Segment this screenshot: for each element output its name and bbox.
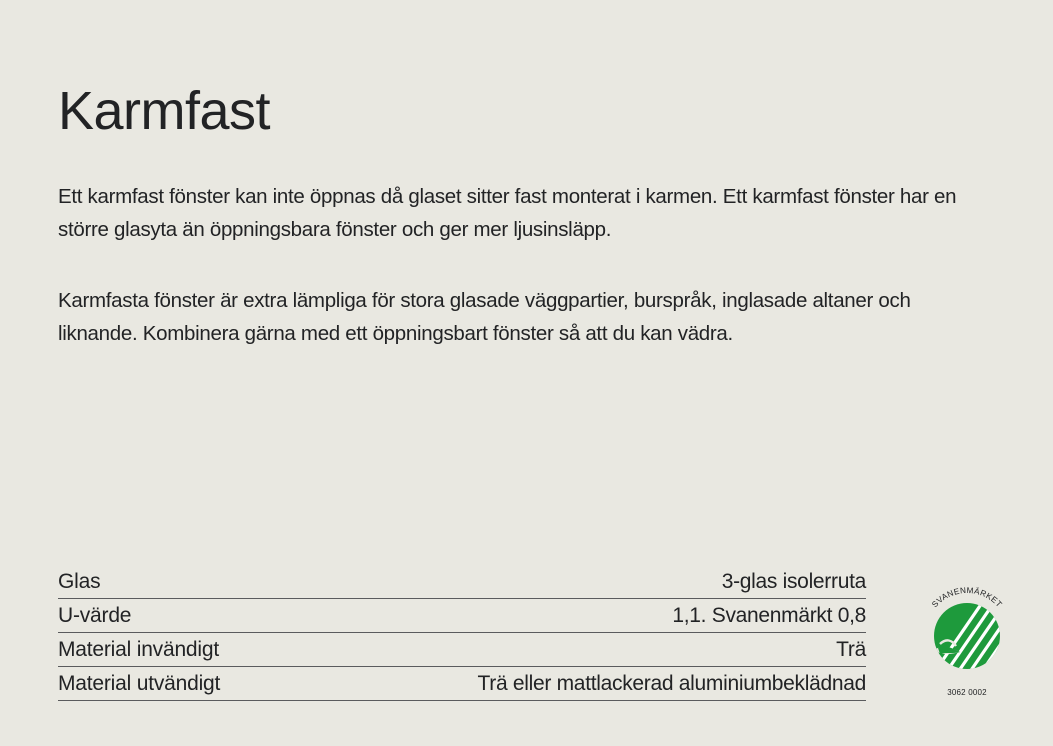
spec-value: Trä bbox=[836, 638, 866, 661]
description-paragraph-1: Ett karmfast fönster kan inte öppnas då glaset sitter fast monterat i karmen. Ett karmfast fönster har en större glasyta än öppningsbara fönster och ger mer ljusinsläpp. bbox=[58, 185, 957, 241]
spec-row-u-varde bbox=[58, 599, 866, 633]
spec-label: Glas bbox=[58, 570, 101, 593]
spec-row-glas bbox=[58, 567, 866, 599]
spec-value: 1,1. Svanenmärkt 0,8 bbox=[672, 604, 866, 627]
description-paragraph-2: Karmfasta fönster är extra lämpliga för stora glasade väggpartier, burspråk, inglasade altaner och liknande. Kombinera gärna med ett öppningsbart fönster så att du kan vädra. bbox=[58, 289, 911, 345]
ecolabel-license-number: 3062 0002 bbox=[947, 688, 987, 697]
spec-row-material-invandigt bbox=[58, 633, 866, 667]
spec-table bbox=[58, 567, 866, 701]
spec-label: Material invändigt bbox=[58, 638, 219, 661]
spec-label: Material utvändigt bbox=[58, 672, 221, 695]
page-title: Karmfast bbox=[58, 81, 271, 141]
ecolabel-arc-text: SVANENMÄRKET bbox=[930, 585, 1004, 610]
swan-logo-icon bbox=[912, 578, 1022, 688]
nordic-swan-ecolabel-logo bbox=[912, 578, 1022, 702]
spec-row-material-utvandigt bbox=[58, 667, 866, 701]
spec-label: U-värde bbox=[58, 604, 132, 627]
spec-value: 3-glas isolerruta bbox=[721, 570, 866, 593]
spec-value: Trä eller mattlackerad aluminiumbeklädnad bbox=[477, 672, 866, 695]
